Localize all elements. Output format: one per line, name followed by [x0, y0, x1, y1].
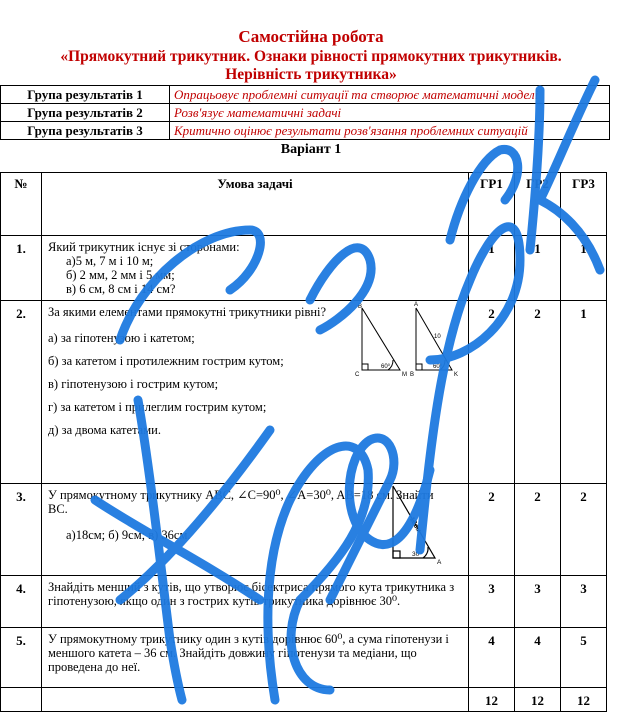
- task-number: 2.: [1, 301, 42, 484]
- task-question: Який трикутник існує зі сторонами:: [48, 240, 240, 254]
- gr1-score: 4: [469, 628, 515, 688]
- fig3-angle-label: 30⁰: [412, 551, 422, 558]
- task-option: в) гіпотенузою і гострим кутом;: [48, 377, 219, 391]
- task-number: 3.: [1, 484, 42, 576]
- header-gr3: ГР3: [561, 173, 607, 236]
- gr3-total: 12: [561, 688, 607, 712]
- group-name: Група результатів 1: [1, 86, 170, 104]
- page-title: Самостійна робота: [238, 27, 384, 46]
- gr3-score: 5: [561, 628, 607, 688]
- table-row: [1, 628, 607, 688]
- gr3-score: 3: [561, 576, 607, 628]
- group-name: Група результатів 2: [1, 104, 170, 122]
- fig2-label: B: [410, 372, 415, 378]
- header-gr1: ГР1: [469, 173, 515, 236]
- task-question: За якими елементами прямокутні трикутники рівні?: [48, 305, 327, 319]
- gr2-score: 1: [515, 236, 561, 301]
- task3-triangle-figure: [385, 480, 445, 566]
- triangle-bcm: [362, 308, 400, 370]
- fig3-vertex-label: A: [437, 559, 442, 566]
- task-option: а)5 м, 7 м і 10 м;: [66, 254, 154, 268]
- angle-arc: [423, 547, 428, 558]
- page-subtitle-1: «Прямокутний трикутник. Ознаки рівності прямокутних трикутників.: [60, 48, 562, 65]
- gr1-total: 12: [469, 688, 515, 712]
- header-row: [1, 173, 607, 236]
- task-cell: [42, 628, 469, 688]
- gr1-score: 2: [469, 301, 515, 484]
- group-desc: Розв'язує математичні задачі: [170, 104, 610, 122]
- group-row: [1, 122, 610, 140]
- gr2-score: 2: [515, 484, 561, 576]
- task-option: г) за катетом і прилеглим гострим кутом;: [48, 400, 267, 414]
- gr1-score: 1: [469, 236, 515, 301]
- gr2-score: 2: [515, 301, 561, 484]
- task-option: д) за двома катетами.: [48, 423, 161, 437]
- variant-title: Варіант 1: [280, 142, 342, 157]
- task-option: в) 6 см, 8 см і 14 см?: [66, 282, 176, 296]
- task-number: 5.: [1, 628, 42, 688]
- table-row: [1, 484, 607, 576]
- task-option: а) за гіпотенузою і катетом;: [48, 331, 195, 345]
- result-groups-table: [0, 85, 610, 140]
- fig2-label: K: [454, 372, 459, 378]
- task-question: У прямокутному трикутнику АВС, ∠C=90⁰, ∠A=30⁰, AB=18 см. Знайти ВС.: [48, 488, 434, 516]
- empty-cell: [1, 688, 42, 712]
- gr3-score: 1: [561, 236, 607, 301]
- task-number: 1.: [1, 236, 42, 301]
- fig2-label: B: [358, 304, 363, 310]
- gr2-score: 3: [515, 576, 561, 628]
- totals-row: [1, 688, 607, 712]
- right-angle-mark: [393, 551, 400, 558]
- task-number: 4.: [1, 576, 42, 628]
- task-cell: [42, 576, 469, 628]
- fig2-label: 10: [434, 334, 441, 340]
- task-question: Знайдіть менший з кутів, що утворює бісектриса прямого кута трикутника з гіпотенузою, якщо один з гострих кутів трикутника дорівнює 30⁰.: [48, 580, 455, 608]
- group-row: [1, 104, 610, 122]
- right-angle-mark: [416, 364, 422, 370]
- fig2-label: 60⁰: [381, 364, 391, 370]
- header-gr2: ГР2: [515, 173, 561, 236]
- page-subtitle-2: Нерівність трикутника»: [225, 66, 397, 83]
- group-desc: Опрацьовує проблемні ситуації та створює математичні моделі: [170, 86, 610, 104]
- table-row: [1, 576, 607, 628]
- empty-cell: [42, 688, 469, 712]
- fig2-label: C: [355, 372, 360, 378]
- group-row: [1, 86, 610, 104]
- gr1-score: 2: [469, 484, 515, 576]
- gr3-score: 2: [561, 484, 607, 576]
- fig2-label: A: [414, 302, 419, 308]
- gr2-score: 4: [515, 628, 561, 688]
- right-angle-mark: [362, 364, 368, 370]
- table-row: [1, 236, 607, 301]
- header-num: №: [1, 173, 42, 236]
- table-row: [1, 301, 607, 484]
- gr3-score: 1: [561, 301, 607, 484]
- fig2-label: M: [402, 372, 407, 378]
- task-option: б) 2 мм, 2 мм і 5 мм;: [66, 268, 175, 282]
- task-cell: [42, 236, 469, 301]
- gr2-total: 12: [515, 688, 561, 712]
- tasks-table: [0, 172, 607, 712]
- gr1-score: 3: [469, 576, 515, 628]
- task2-triangles-figure: [352, 300, 470, 382]
- fig2-label: 60⁰: [433, 364, 443, 370]
- header-task: Умова задачі: [42, 173, 469, 236]
- task-question: У прямокутному трикутнику один з кутів дорівнює 60⁰, а сума гіпотенузи і меншого катета – 36 см. Знайдіть довжину гіпотенузи та медіани, що проведена до неї.: [48, 632, 449, 674]
- group-desc: Критично оцінює результати розв'язання проблемних ситуацій: [170, 122, 610, 140]
- group-name: Група результатів 3: [1, 122, 170, 140]
- task-option: а)18см; б) 9см; в) 36см.: [66, 528, 191, 542]
- task-option: б) за катетом і протилежним гострим кутом;: [48, 354, 284, 368]
- fig3-hypotenuse-label: 18см: [407, 516, 423, 535]
